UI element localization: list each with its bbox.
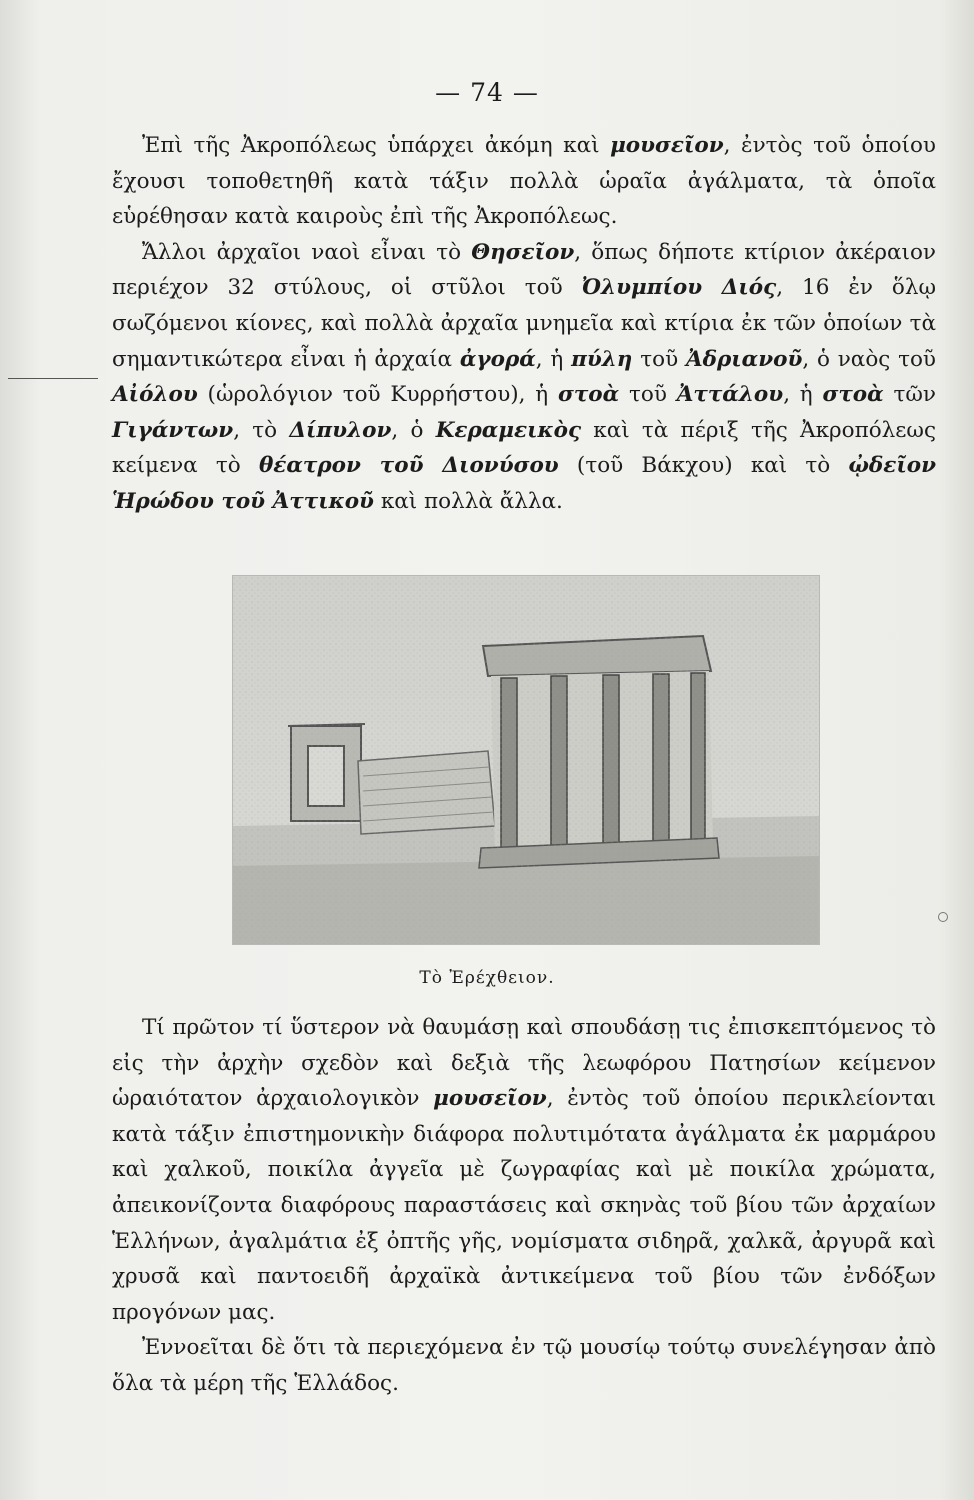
emphasized-term: Γιγάντων	[112, 417, 234, 443]
paragraph	[112, 1010, 936, 1330]
text-run: Ἐπὶ τῆς Ἀκροπόλεως ὑπάρχει ἀκόμη καὶ	[142, 133, 611, 158]
paragraph	[112, 235, 936, 520]
figure-caption: Τὸ Ἐρέχθειον.	[419, 968, 555, 988]
emphasized-term: ᾠδεῖον Ἡρώδου τοῦ Ἀττικοῦ	[112, 453, 936, 514]
text-run: , ἐντὸς τοῦ ὁποίου ἔχουσι τοποθετηθῆ κατὰ τάξιν πολλὰ ὡραῖα ἀγάλματα, τὰ ὁποῖα εὑρέθησαν κατὰ καιροὺς ἐπὶ τῆς Ἀκροπόλεως.	[112, 133, 936, 230]
emphasized-term: μουσεῖον	[610, 133, 724, 158]
text-run: Ἄλλοι ἀρχαῖοι ναοὶ εἶναι τὸ	[142, 239, 472, 265]
paragraph	[112, 128, 936, 235]
emphasized-term: Δίπυλον	[289, 417, 392, 443]
text-run: (τοῦ Βάκχου) καὶ τὸ	[558, 453, 849, 479]
text-run: τοῦ	[632, 346, 686, 372]
text-run: τοῦ	[619, 382, 677, 408]
emphasized-term: μουσεῖον	[433, 1086, 547, 1112]
text-run: , ὁ ναὸς τοῦ	[802, 346, 937, 372]
text-run: καὶ τὰ πέριξ τῆς Ἀκροπόλεως κείμενα τὸ	[112, 417, 936, 479]
emphasized-term: Αἰόλου	[112, 382, 198, 408]
text-run: , τὸ	[233, 417, 290, 443]
erechtheion-illustration	[233, 576, 819, 944]
lower-text-block	[112, 1010, 936, 1402]
text-run: Ἐννοεῖται δὲ ὅτι τὰ περιεχόμενα ἐν τῷ μουσίῳ τούτῳ συνελέγησαν ἀπὸ ὅλα τὰ μέρη τῆς Ἑλλάδος.	[112, 1335, 936, 1396]
emphasized-term: ἀγορά	[459, 346, 536, 372]
emphasized-term: Κεραμεικὸς	[435, 417, 582, 443]
text-run: καὶ πολλὰ ἄλλα.	[373, 488, 563, 514]
emphasized-term: θέατρον τοῦ Διονύσου	[258, 453, 559, 479]
margin-pencil-mark	[8, 378, 98, 379]
emphasized-term: στοὰ	[822, 382, 884, 408]
erechtheion-photograph	[232, 575, 820, 945]
text-run: , ὁ	[391, 417, 436, 443]
emphasized-term: Ὀλυμπίου Διός	[581, 275, 777, 301]
emphasized-term: Ἀδριανοῦ	[685, 346, 803, 372]
emphasized-term: Θησεῖον	[471, 239, 575, 265]
text-run: , ἐντὸς τοῦ ὁποίου περικλείονται κατὰ τάξιν ἐπιστημονικὴν διάφορα πολυτιμότατα ἀγάλματα ἐκ μαρμάρου καὶ χαλκοῦ, ποικίλα ἀγγεῖα μὲ ζωγραφίας καὶ μὲ ποικίλα χρώματα, ἀπεικονίζοντα διαφόρους παραστάσεις καὶ σκηνὰς τοῦ βίου τῶν ἀρχαίων Ἑλλήνων, ἀγαλμάτια ἐξ ὀπτῆς γῆς, νομίσματα σιδηρᾶ, χαλκᾶ, ἀργυρᾶ καὶ χρυσᾶ καὶ παντοειδῆ ἀρχαϊκὰ ἀντικείμενα τοῦ βίου τῶν ἐνδόξων προγόνων μας.	[112, 1086, 936, 1325]
emphasized-term: Ἀττάλου	[676, 382, 784, 408]
text-run: , ὅπως δήποτε κτίριον ἀκέραιον περιέχον 32 στύλους, οἱ στῦλοι τοῦ	[112, 239, 936, 301]
emphasized-term: στοὰ	[557, 382, 620, 408]
margin-dot	[938, 912, 948, 922]
upper-text-block	[112, 128, 936, 520]
text-run: , ἡ	[535, 346, 572, 372]
text-run: Τί πρῶτον τί ὕστερον νὰ θαυμάσῃ καὶ σπουδάσῃ τις ἐπισκεπτόμενος τὸ εἰς τὴν ἀρχὴν σχεδὸν καὶ δεξιὰ τῆς λεωφόρου Πατησίων κείμενον ὡραιότατον ἀρχαιολογικὸν	[112, 1015, 936, 1112]
text-run: , 16 ἐν ὅλῳ σωζόμενοι κίονες, καὶ πολλὰ ἀρχαῖα μνημεῖα καὶ κτίρια ἐκ τῶν ὁποίων τὰ σημαντικώτερα εἶναι ἡ ἀρχαία	[112, 275, 936, 372]
paragraph	[112, 1330, 936, 1401]
text-run: (ὡρολόγιον τοῦ Κυρρήστου), ἡ	[197, 382, 558, 408]
text-run: τῶν	[883, 382, 936, 408]
page-number: — 74 —	[435, 78, 539, 107]
emphasized-term: πύλη	[571, 346, 633, 372]
text-run: , ἡ	[783, 382, 823, 408]
